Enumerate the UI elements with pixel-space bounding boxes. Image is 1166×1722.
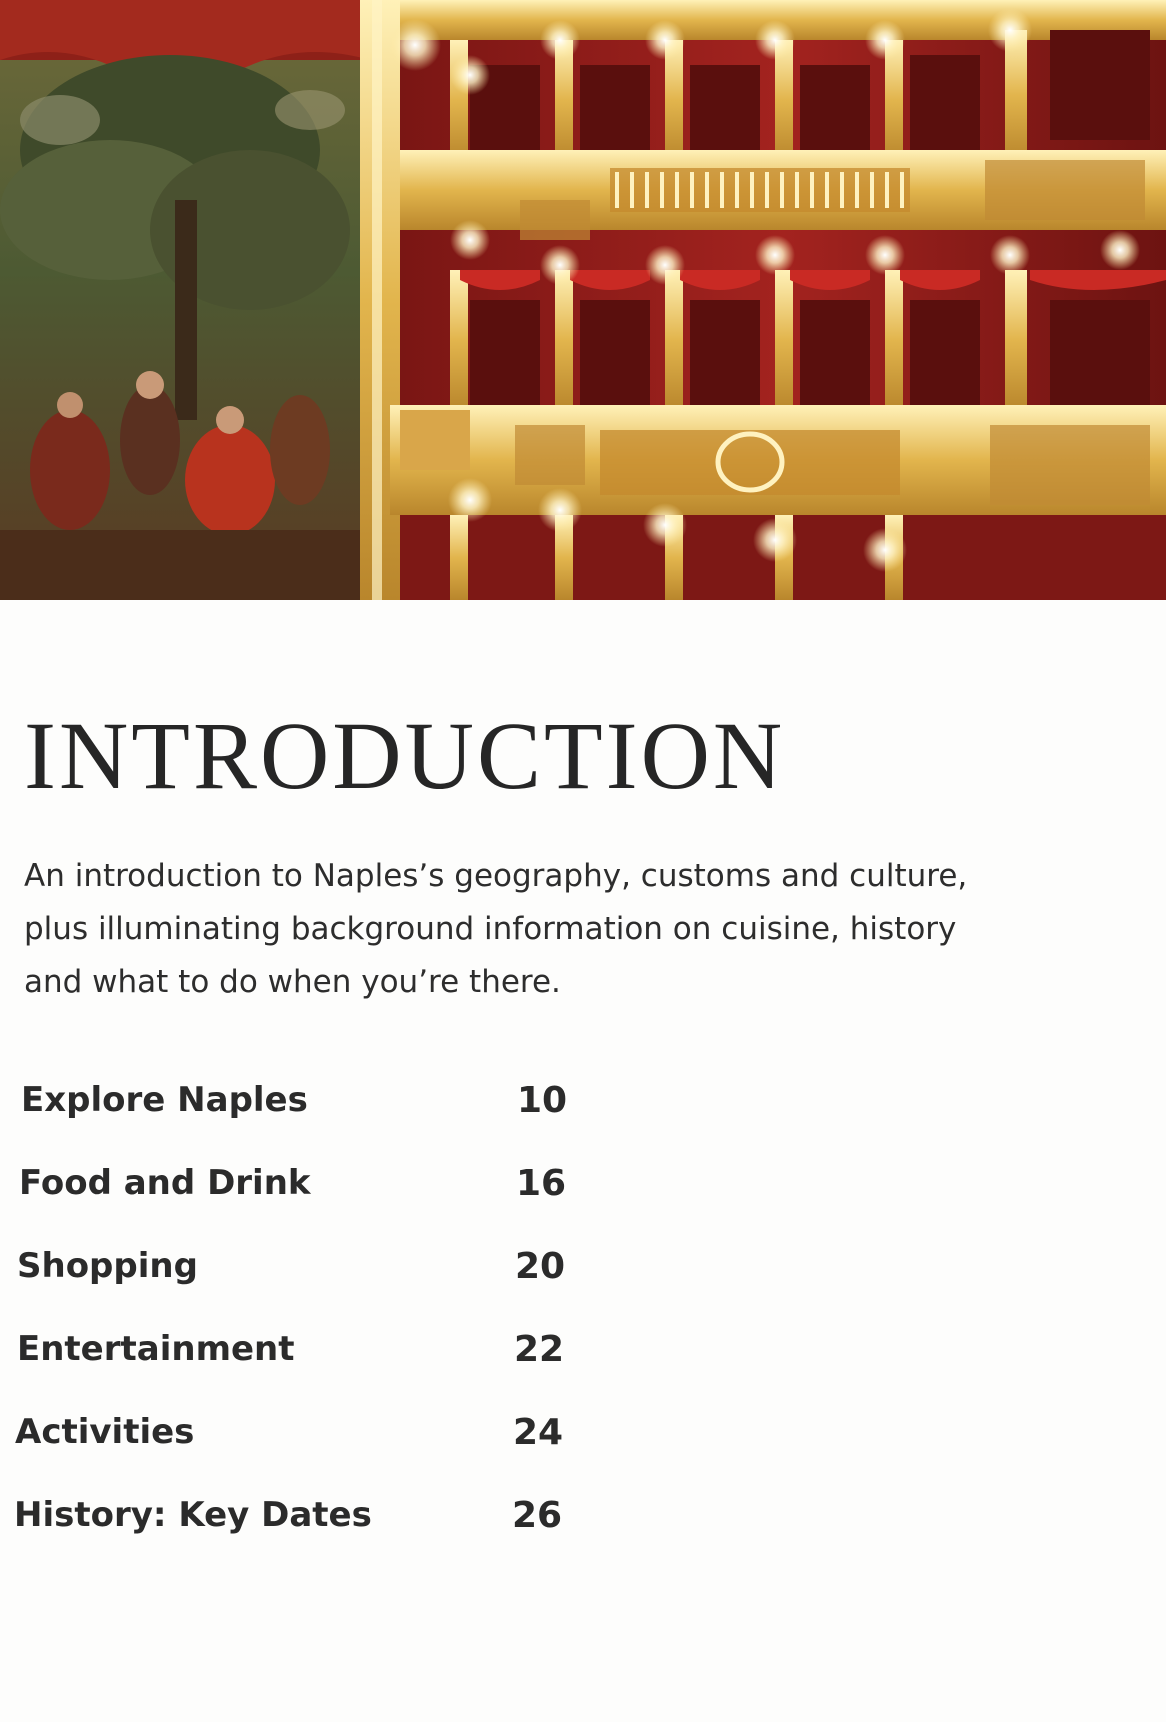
table-of-contents [0, 1080, 700, 1578]
toc-item-page: 26 [512, 1495, 563, 1536]
toc-item-title: Food and Drink [19, 1163, 311, 1203]
theatre-interior-photo [0, 0, 1166, 600]
toc-item [0, 1246, 700, 1329]
toc-item-page: 22 [514, 1329, 565, 1370]
toc-item-page: 20 [515, 1246, 566, 1287]
toc-item-page: 16 [516, 1163, 567, 1204]
toc-item-page: 24 [513, 1412, 564, 1453]
toc-item [0, 1495, 700, 1578]
page-title: INTRODUCTION [24, 702, 786, 809]
toc-item [0, 1329, 700, 1412]
toc-item-page: 10 [517, 1080, 568, 1121]
toc-item-title: Explore Naples [21, 1080, 308, 1120]
toc-item-title: History: Key Dates [14, 1495, 372, 1535]
toc-item-title: Activities [15, 1412, 195, 1452]
toc-item [0, 1080, 700, 1163]
toc-item [0, 1412, 700, 1495]
toc-item-title: Shopping [17, 1246, 198, 1286]
toc-item [0, 1163, 700, 1246]
intro-paragraph: An introduction to Naples’s geography, customs and culture, plus illuminating background information on cuisine, history and what to do when you’re there. [24, 858, 968, 1000]
toc-item-title: Entertainment [17, 1329, 295, 1369]
